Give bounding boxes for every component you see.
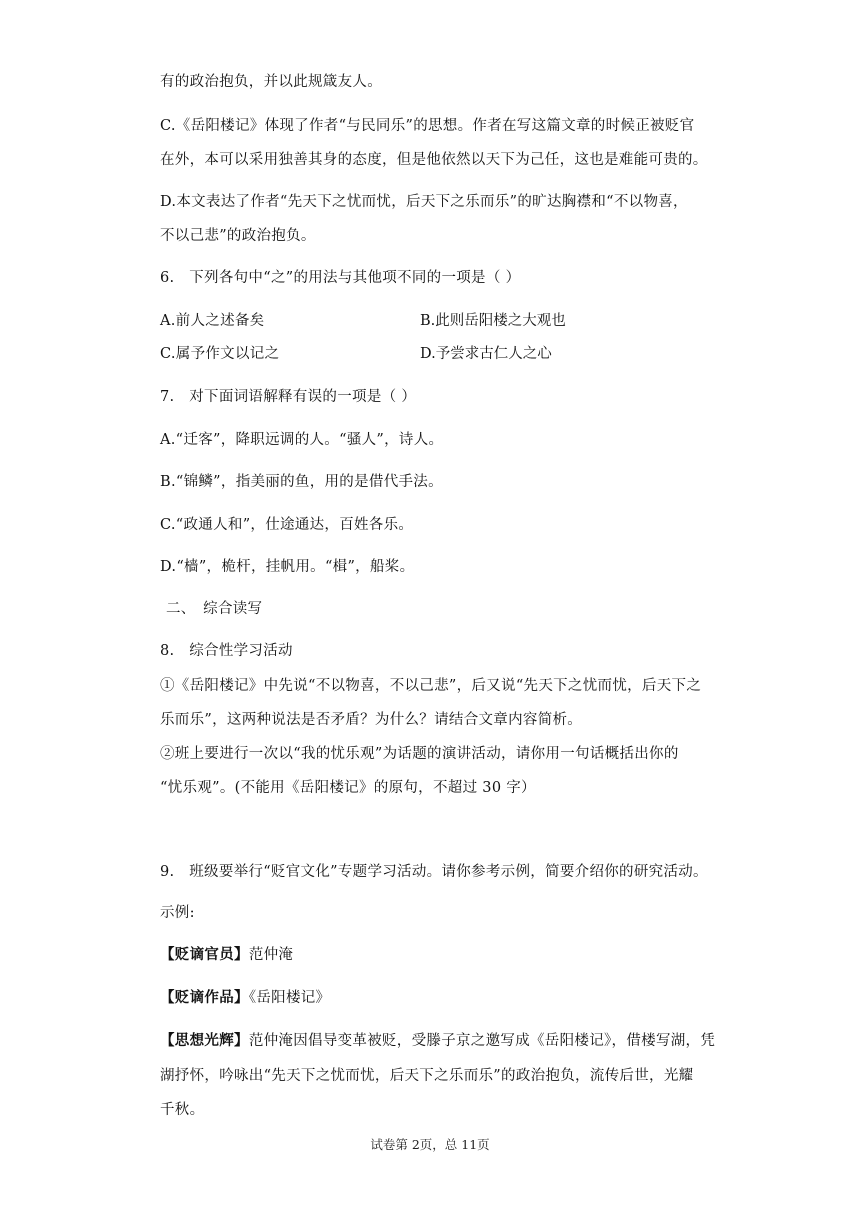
q9-thought-line3: 千秋。 [160, 1102, 205, 1118]
section-heading: 二、 综合读写 [166, 601, 263, 617]
q7-option-a: A.“迁客”，降职远调的人。“骚人”，诗人。 [160, 432, 444, 448]
q5-option-c-line1: C.《岳阳楼记》体现了作者“与民同乐”的思想。作者在写这篇文章的时候正被贬官 [160, 118, 695, 134]
q9-work-label: 【贬谪作品】 [160, 989, 249, 1006]
q9-official-row [160, 945, 293, 965]
q5-option-d-line1: D.本文表达了作者“先天下之忧而忧，后天下之乐而乐”的旷达胸襟和“不以物喜， [160, 194, 688, 210]
q6-option-a: A.前人之述备矣 [160, 313, 265, 329]
q8-part2-line2: “忧乐观”。(不能用《岳阳楼记》的原句，不超过 30 字） [160, 780, 536, 796]
q8-part2-line1: ②班上要进行一次以“我的忧乐观”为话题的演讲活动，请你用一句话概括出你的 [160, 746, 679, 762]
q7-option-d: D.“樯”，桅杆，挂帆用。“楫”，船桨。 [160, 559, 415, 575]
q7-option-b: B.“锦鳞”，指美丽的鱼，用的是借代手法。 [160, 474, 443, 490]
q6-stem: 6. 下列各句中“之”的用法与其他项不同的一项是（ ） [160, 270, 521, 286]
q5-option-b-continuation: 有的政治抱负，并以此规箴友人。 [160, 74, 382, 90]
q9-work-row [160, 988, 330, 1008]
q9-example-label: 示例: [160, 905, 195, 921]
q6-option-b: B.此则岳阳楼之大观也 [420, 313, 566, 329]
q6-option-d: D.予尝求古仁人之心 [420, 346, 552, 362]
q7-stem: 7. 对下面词语解释有误的一项是（ ） [160, 389, 417, 405]
q9-official-value: 范仲淹 [248, 947, 294, 963]
q8-part1-line1: ①《岳阳楼记》中先说“不以物喜，不以己悲”，后又说“先天下之忧而忧，后天下之 [160, 678, 702, 694]
q6-option-c: C.属予作文以记之 [160, 346, 280, 362]
q9-work-value: 《岳阳楼记》 [248, 990, 331, 1006]
q5-option-c-line2: 在外，本可以采用独善其身的态度，但是他依然以天下为己任，这也是难能可贵的。 [160, 152, 708, 168]
page-footer: 试卷第 2页，总 11页 [370, 1137, 490, 1152]
q7-option-c: C.“政通人和”，仕途通达，百姓各乐。 [160, 517, 414, 533]
q8-part1-line2: 乐而乐”，这两种说法是否矛盾？为什么？请结合文章内容简析。 [160, 712, 583, 728]
q9-stem: 9. 班级要举行“贬官文化”专题学习活动。请你参考示例，简要介绍你的研究活动。 [160, 864, 708, 880]
q8-stem: 8. 综合性学习活动 [160, 643, 293, 659]
q9-thought-label: 【思想光辉】 [160, 1032, 249, 1049]
q5-option-d-line2: 不以己悲”的政治抱负。 [160, 228, 316, 244]
q9-thought-row [160, 1031, 715, 1051]
q9-thought-line2: 湖抒怀，吟咏出“先天下之忧而忧，后天下之乐而乐”的政治抱负，流传后世，光耀 [160, 1068, 694, 1084]
q9-official-label: 【贬谪官员】 [160, 946, 249, 963]
q9-thought-line1: 范仲淹因倡导变革被贬，受滕子京之邀写成《岳阳楼记》，借楼写湖，凭 [248, 1033, 716, 1049]
